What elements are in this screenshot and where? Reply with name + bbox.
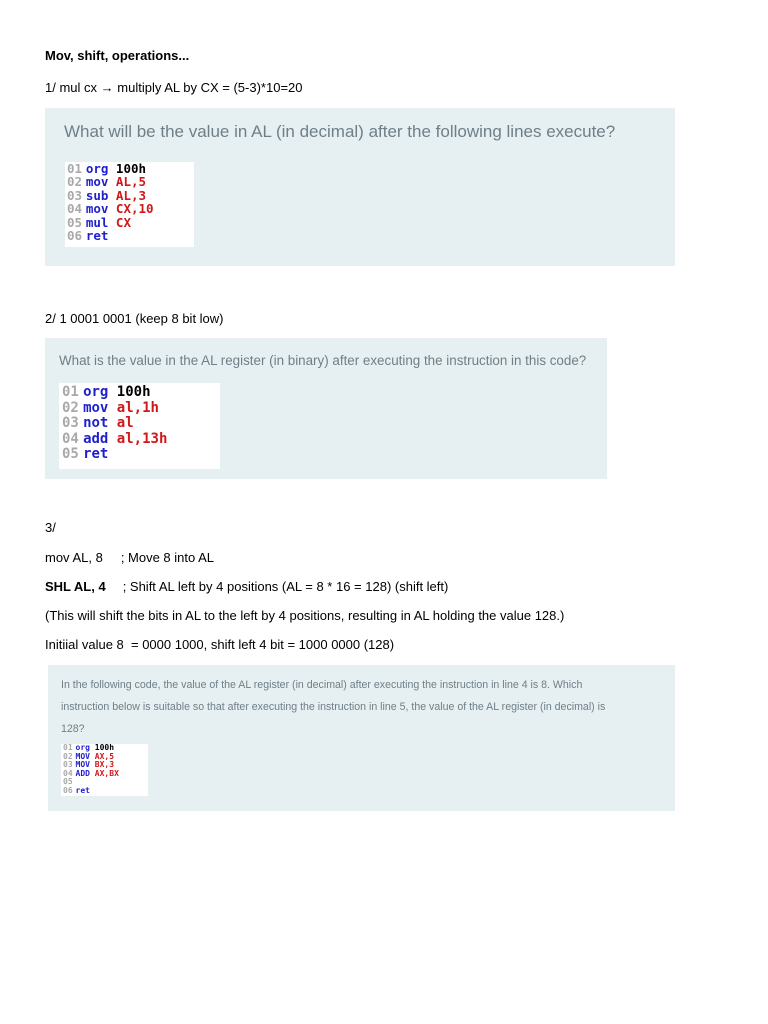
code-line [67,175,194,188]
line-number: 02 [63,751,73,761]
question-3-text [61,674,605,740]
question-2-code [59,383,220,469]
answer-3-binary: Initiial value 8 = 0000 1000, shift left 4 bit = 1000 0000 (128) [45,637,395,652]
line-number: 05 [67,214,83,230]
code-instruction: org [85,161,109,176]
code-line [62,447,220,463]
code-instruction: org [83,384,109,400]
question-1-code [65,162,194,247]
answer-3-number: 3/ [45,520,56,535]
question-3-text-line-3: 128? [61,723,85,735]
answer-3-explanation: (This will shift the bits in AL to the left by 4 positions, resulting in AL holding the value 128.) [45,608,565,623]
code-line [62,432,220,448]
code-instruction: not [83,415,109,431]
line-number: 06 [63,785,73,795]
line-number: 05 [62,446,79,462]
code-operand: CX [115,214,131,230]
code-operand: BX,3 [94,760,115,770]
code-mov: mov AL, 8 [45,550,103,565]
code-instruction: mov [83,399,109,416]
code-operand: AL,3 [115,187,147,203]
code-line [67,189,194,202]
code-instruction: add [83,430,109,447]
code-line [67,162,194,175]
line-number: 02 [67,174,83,190]
answer-2: 2/ 1 0001 0001 (keep 8 bit low) [45,311,224,326]
question-3-text-line-2: instruction below is suitable so that after executing the instruction in line 5, the value of the AL register (in decimal) is [61,701,606,713]
question-3-code [61,744,148,796]
code-operand: al,13h [116,430,168,447]
answer-1-prefix: 1/ mul cx [45,80,98,95]
code-operand: 100h [115,161,147,176]
right-arrow-icon: → [100,80,114,95]
code-operand: AX,5 [94,751,115,761]
code-instruction: MOV [75,751,90,761]
code-line [67,202,194,215]
code-operand: al,1h [116,399,159,416]
line-number: 06 [67,228,83,244]
code-instruction: MOV [75,760,90,770]
code-instruction: ADD [75,768,90,778]
code-instruction: ret [83,446,109,462]
code-operand: CX,10 [115,201,154,217]
code-instruction: mul [85,214,109,230]
comment-mov: ; Move 8 into AL [120,550,215,565]
code-line [67,216,194,229]
code-instruction: ret [85,228,109,244]
line-number: 04 [67,201,83,217]
question-1-screenshot [45,108,675,266]
line-number: 04 [63,768,73,778]
answer-3-line-1 [45,549,214,567]
code-operand: 100h [94,743,115,752]
code-shl: SHL AL, 4 [45,579,106,594]
line-number: 03 [63,760,73,770]
code-instruction: mov [85,201,109,217]
code-line [63,787,148,796]
line-number: 03 [67,187,83,203]
question-3-screenshot [48,665,675,811]
question-2-text: What is the value in the AL register (in binary) after executing the instruction in this code? [59,353,587,368]
code-operand: al [116,415,134,431]
line-number: 02 [62,399,79,416]
line-number: 01 [67,161,83,176]
code-operand: AX,BX [94,768,119,778]
code-instruction: org [75,743,90,752]
code-operand: 100h [116,384,151,400]
line-number: 01 [63,743,73,752]
line-number: 05 [63,777,73,787]
code-line [62,385,220,401]
code-line [62,416,220,432]
code-instruction: ret [75,785,90,795]
code-operand: AL,5 [115,174,147,190]
line-number: 01 [62,384,79,400]
code-line [62,401,220,417]
answer-1-text: multiply AL by CX = (5-3)*10=20 [117,80,303,95]
page-heading: Mov, shift, operations... [45,48,190,63]
line-number: 03 [62,415,79,431]
answer-3-line-2 [45,578,448,596]
code-line [67,229,194,242]
question-3-text-line-1: In the following code, the value of the AL register (in decimal) after executing the instruction in line 4 is 8. Which [61,679,583,691]
line-number: 04 [62,430,79,447]
question-2-screenshot [45,338,607,479]
question-1-text: What will be the value in AL (in decimal) after the following lines execute? [64,122,616,141]
code-instruction: mov [85,174,109,190]
comment-shl: ; Shift AL left by 4 positions (AL = 8 * 16 = 128) (shift left) [122,579,449,594]
code-instruction: sub [85,187,109,203]
answer-1 [45,79,303,97]
